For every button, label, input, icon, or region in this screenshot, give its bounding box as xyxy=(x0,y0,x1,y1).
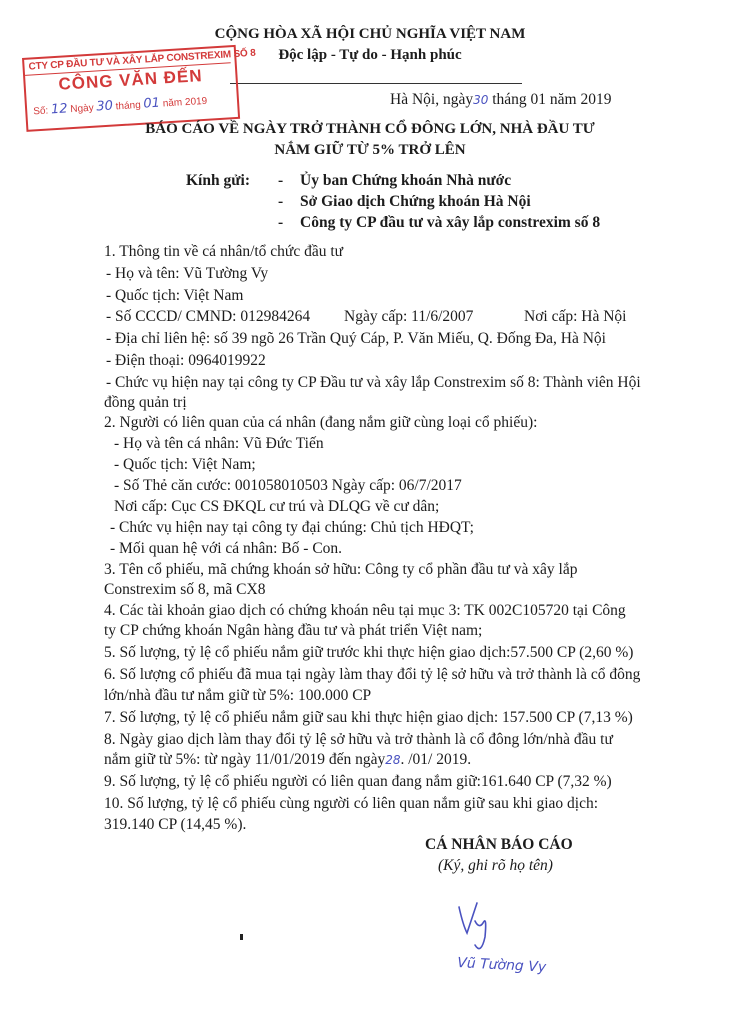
stamp-ngay-label: Ngày xyxy=(70,102,95,116)
date-day: 30 xyxy=(473,93,489,107)
section-2-heading: 2. Người có liên quan của cá nhân (đang nắm giữ cùng loại cổ phiếu): xyxy=(104,414,538,431)
signature-name-handwritten: Vũ Tường Vy xyxy=(456,955,547,976)
stamp-thang-value: 01 xyxy=(142,95,161,112)
date-suffix: tháng 01 năm 2019 xyxy=(492,91,612,108)
document-date xyxy=(390,91,611,109)
related-person-name: - Họ và tên cá nhân: Vũ Đức Tiến xyxy=(114,435,324,452)
date-prefix: Hà Nội, ngày xyxy=(390,91,474,108)
stamp-thang-label: tháng xyxy=(115,99,142,113)
report-title-line1: BÁO CÁO VỀ NGÀY TRỞ THÀNH CỔ ĐÔNG LỚN, NHÀ ĐẦU TƯ xyxy=(145,121,595,137)
recipient-dash-3: - xyxy=(278,214,284,231)
report-title-line2: NẮM GIỮ TỪ 5% TRỞ LÊN xyxy=(274,142,466,158)
header-underline xyxy=(230,83,522,84)
section-8-day: 28 xyxy=(385,753,401,767)
recipients-label: Kính gửi: xyxy=(186,172,250,189)
investor-id-number: - Số CCCD/ CMND: 012984264 xyxy=(106,308,311,325)
stamp-so-label: Số: xyxy=(32,105,49,118)
section-7: 7. Số lượng, tỷ lệ cổ phiếu nắm giữ sau khi thực hiện giao dịch: 157.500 CP (7,13 %) xyxy=(104,709,633,726)
ink-mark xyxy=(240,934,243,940)
investor-id-date: Ngày cấp: 11/6/2007 xyxy=(344,308,474,325)
stamp-so-value: 12 xyxy=(50,101,68,118)
stamp-ngay-value: 30 xyxy=(95,98,114,115)
recipient-1: Ủy ban Chứng khoán Nhà nước xyxy=(300,172,512,189)
related-person-relationship: - Mối quan hệ với cá nhân: Bố - Con. xyxy=(110,540,343,557)
recipient-dash-1: - xyxy=(278,172,284,189)
investor-address: - Địa chỉ liên hệ: số 39 ngõ 26 Trần Quý Cáp, P. Văn Miếu, Q. Đống Đa, Hà Nội xyxy=(106,330,606,347)
recipient-2: Sở Giao dịch Chứng khoán Hà Nội xyxy=(300,193,531,210)
related-person-nationality: - Quốc tịch: Việt Nam; xyxy=(114,456,256,473)
stamp-nam-label: năm 2019 xyxy=(162,95,208,110)
signature-note: (Ký, ghi rõ họ tên) xyxy=(438,857,553,874)
section-8: 8. Ngày giao dịch làm thay đổi tỷ lệ sở hữu và trở thành là cổ đông lớn/nhà đầu tư xyxy=(104,731,613,748)
investor-nationality: - Quốc tịch: Việt Nam xyxy=(106,287,244,304)
related-person-id: - Số Thẻ căn cước: 001058010503 Ngày cấp: 06/7/2017 xyxy=(114,477,462,494)
incoming-document-stamp xyxy=(22,45,256,132)
section-8-date-prefix: nắm giữ từ 5%: từ ngày 11/01/2019 đến ngày xyxy=(104,751,386,768)
national-title: CỘNG HÒA XÃ HỘI CHỦ NGHĨA VIỆT NAM xyxy=(214,26,526,42)
stamp-company: CTY CP ĐẦU TƯ VÀ XÂY LẮP CONSTREXIM SỐ 8 xyxy=(28,47,256,73)
investor-name: - Họ và tên: Vũ Tường Vy xyxy=(106,265,269,282)
section-3: 3. Tên cổ phiếu, mã chứng khoán sở hữu: Công ty cổ phần đầu tư và xây lắp xyxy=(104,561,578,578)
stamp-title: CÔNG VĂN ĐẾN xyxy=(57,66,204,94)
section-8-date-suffix: . /01/ 2019. xyxy=(400,751,472,768)
stamp-date-line xyxy=(33,93,208,119)
investor-position: - Chức vụ hiện nay tại công ty CP Đầu tư và xây lắp Constrexim số 8: Thành viên Hội xyxy=(106,374,641,391)
investor-phone: - Điện thoại: 0964019922 xyxy=(106,352,266,369)
section-3-cont: Constrexim số 8, mã CX8 xyxy=(104,581,266,598)
recipient-dash-2: - xyxy=(278,193,284,210)
related-person-id-place: Nơi cấp: Cục CS ĐKQL cư trú và DLQG về cư dân; xyxy=(114,498,440,515)
section-9: 9. Số lượng, tỷ lệ cổ phiếu người có liên quan đang nắm giữ:161.640 CP (7,32 %) xyxy=(104,773,612,790)
section-5: 5. Số lượng, tỷ lệ cổ phiếu nắm giữ trước khi thực hiện giao dịch:57.500 CP (2,60 %) xyxy=(104,644,634,661)
section-4-cont: ty CP chứng khoán Ngân hàng đầu tư và phát triển Việt nam; xyxy=(104,622,483,639)
investor-id-place: Nơi cấp: Hà Nội xyxy=(524,308,627,325)
motto: Độc lập - Tự do - Hạnh phúc xyxy=(278,47,462,63)
investor-position-cont: đồng quản trị xyxy=(104,394,187,411)
section-6: 6. Số lượng cổ phiếu đã mua tại ngày làm thay đổi tỷ lệ sở hữu và trở thành là cổ đông xyxy=(104,666,641,683)
signature-title: CÁ NHÂN BÁO CÁO xyxy=(425,836,573,853)
section-10-cont: 319.140 CP (14,45 %). xyxy=(104,816,247,833)
section-8-cont xyxy=(104,751,471,769)
related-person-position: - Chức vụ hiện nay tại công ty đại chúng: Chủ tịch HĐQT; xyxy=(110,519,474,536)
section-6-cont: lớn/nhà đầu tư nắm giữ từ 5%: 100.000 CP xyxy=(104,687,372,704)
section-4: 4. Các tài khoản giao dịch có chứng khoán nêu tại mục 3: TK 002C105720 tại Công xyxy=(104,602,626,619)
recipient-3: Công ty CP đầu tư và xây lắp constrexim số 8 xyxy=(300,214,601,231)
handwritten-signature xyxy=(445,885,585,980)
section-10: 10. Số lượng, tỷ lệ cổ phiếu cùng người có liên quan nắm giữ sau khi giao dịch: xyxy=(104,795,599,812)
section-1-heading: 1. Thông tin về cá nhân/tổ chức đầu tư xyxy=(104,243,344,260)
